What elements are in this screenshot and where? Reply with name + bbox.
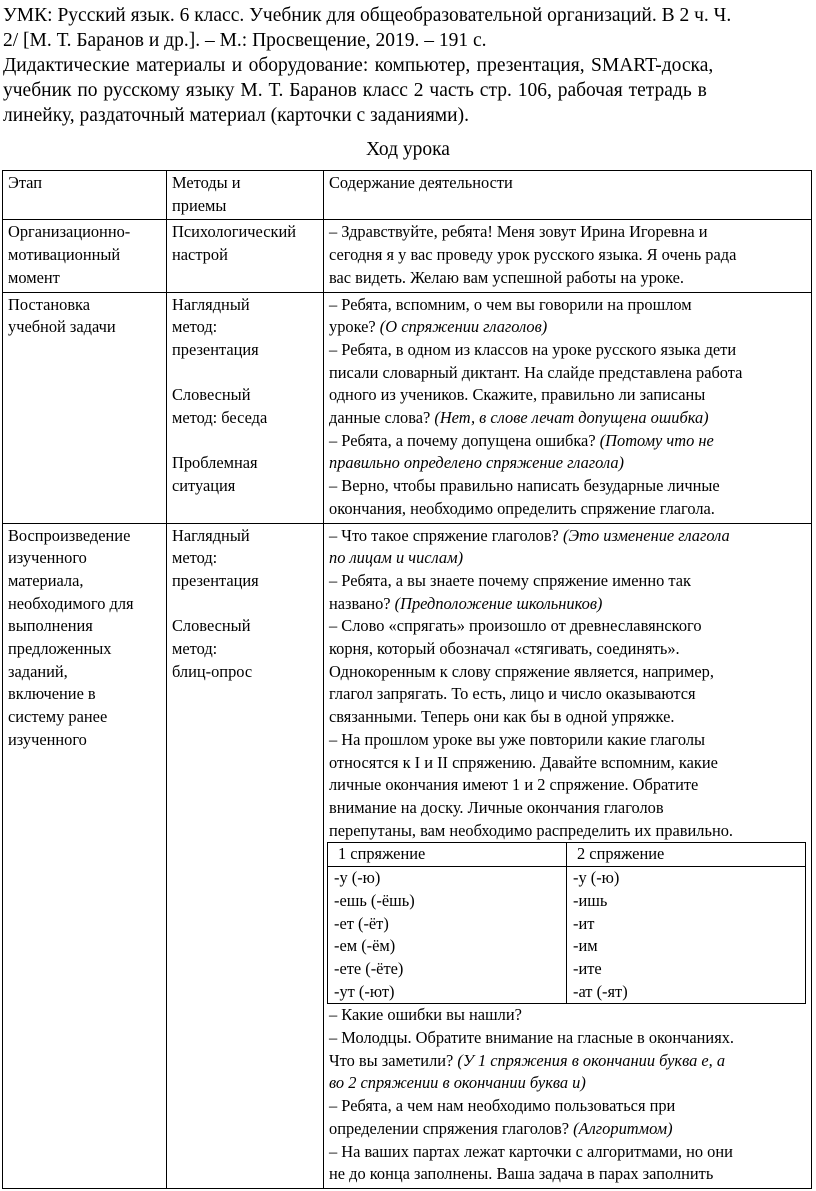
ending-item: -ете (-ёте): [334, 958, 404, 978]
cell-text: [329, 316, 808, 339]
cell-text: ситуация: [172, 476, 236, 496]
cell-text: блиц-опрос: [172, 661, 253, 681]
ending-item: -ем (-ём): [334, 936, 396, 956]
answer-text: (У 1 спряжения в окончании буква е, а: [457, 1050, 726, 1070]
answer-text: (Нет, в слове лечат допущена ошибка): [434, 408, 709, 428]
cell-text: изученного: [8, 729, 87, 749]
cell-text: момент: [8, 267, 60, 287]
cell-text: необходимого для: [8, 593, 134, 613]
intro-block: [3, 3, 813, 128]
cell-text: перепутаны, вам необходимо распределить их правильно.: [329, 820, 734, 840]
cell-text: сегодня я у вас проведу урок русского языка. Я очень рада: [329, 245, 737, 265]
cell-text: метод:: [172, 548, 218, 568]
answer-text: (О спряжении глаголов): [379, 317, 548, 337]
cell-text: [329, 452, 808, 475]
cell-text: личные окончания имеют 1 и 2 спряжение. Обратите: [329, 775, 699, 795]
ending-item: -ут (-ют): [334, 981, 395, 1001]
methods-cell: [167, 523, 324, 1188]
cell-text: [329, 547, 808, 570]
cell-text: Этап: [8, 173, 43, 192]
content-cell: [324, 220, 812, 292]
endings-header-conj2: 2 спряжение: [567, 843, 806, 867]
text-run: – Ребята, а почему допущена ошибка?: [329, 430, 600, 450]
cell-text: [329, 1072, 808, 1095]
endings-conj2-list: [567, 867, 806, 1004]
cell-text: связанными. Теперь они как бы в одной упряжке.: [329, 707, 675, 727]
text-line: линейку, раздаточный материал (карточки с заданиями).: [3, 105, 469, 126]
answer-text: по лицам и числам): [329, 548, 464, 568]
endings-body-row: [328, 867, 806, 1004]
table-row: [3, 292, 812, 523]
stage-cell: [3, 292, 167, 523]
cell-text: одного из учеников. Скажите, правильно ли записаны: [329, 385, 706, 405]
cell-text: Наглядный: [172, 525, 250, 545]
cell-text: Воспроизведение: [8, 525, 131, 545]
cell-text: – Слово «спрягать» произошло от древнеславянского: [329, 616, 702, 636]
header-content: [324, 171, 812, 220]
cell-text: предложенных: [8, 639, 112, 659]
cell-text: внимание на доску. Личные окончания глаголов: [329, 797, 664, 817]
cell-text: Психологический: [172, 222, 297, 242]
methods-cell: [167, 292, 324, 523]
cell-text: – Какие ошибки вы нашли?: [329, 1005, 522, 1025]
answer-text: во 2 спряжении в окончании буква и): [329, 1073, 586, 1093]
cell-text: метод:: [172, 639, 218, 659]
cell-text: относятся к I и II спряжению. Давайте вспомним, какие: [329, 752, 718, 772]
cell-text: [329, 525, 808, 548]
cell-text: – На ваших партах лежат карточки с алгоритмами, но они: [329, 1141, 733, 1161]
cell-text: корня, который обозначал «стягивать, соединять».: [329, 639, 680, 659]
text-line: учебник по русскому языку М. Т. Баранов класс 2 часть стр. 106, рабочая тетрадь в: [3, 80, 707, 101]
header-stage: [3, 171, 167, 220]
cell-text: Однокоренным к слову спряжение является, например,: [329, 661, 714, 681]
cell-text: – На прошлом уроке вы уже повторили какие глаголы: [329, 729, 706, 749]
text-line: Дидактические материалы и оборудование: компьютер, презентация, SMART-доска,: [3, 55, 714, 76]
lesson-title: Ход урока: [366, 139, 450, 160]
answer-text: (Предположение школьников): [394, 593, 603, 613]
text-run: названо?: [329, 593, 395, 613]
cell-text: включение в: [8, 684, 96, 704]
cell-text: изученного: [8, 548, 87, 568]
cell-text: – Здравствуйте, ребята! Меня зовут Ирина Игоревна и: [329, 222, 708, 242]
materials-description: [3, 53, 813, 128]
cell-text: глагол запрягать. То есть, лицо и число оказываются: [329, 684, 696, 704]
content-cell: [324, 292, 812, 523]
cell-text: презентация: [172, 570, 259, 590]
text-run: Что вы заметили?: [329, 1050, 458, 1070]
lesson-table: [2, 170, 812, 1189]
cell-text: приемы: [172, 195, 227, 215]
text-run: – Что такое спряжение глаголов?: [329, 525, 563, 545]
cell-text: метод:: [172, 317, 218, 337]
cell-text: окончания, необходимо определить спряжение глагола.: [329, 498, 715, 518]
content-cell: [324, 523, 812, 1188]
cell-text: Проблемная: [172, 453, 258, 473]
text-run: данные слова?: [329, 408, 435, 428]
umk-reference: [3, 3, 813, 53]
ending-item: -ит: [573, 913, 595, 933]
endings-conj1-list: [328, 867, 567, 1004]
text-line: 2/ [М. Т. Баранов и др.]. – М.: Просвещение, 2019. – 191 с.: [3, 30, 487, 51]
methods-cell: [167, 220, 324, 292]
cell-text: метод: беседа: [172, 408, 268, 428]
cell-text: Наглядный: [172, 294, 250, 314]
cell-text: [329, 593, 808, 616]
cell-text: презентация: [172, 339, 259, 359]
stage-cell: [3, 523, 167, 1188]
cell-text: мотивационный: [8, 245, 121, 265]
cell-text: выполнения: [8, 616, 93, 636]
cell-text: вас видеть. Желаю вам успешной работы на уроке.: [329, 267, 685, 287]
endings-table: [327, 842, 806, 1004]
cell-text: – Ребята, в одном из классов на уроке русского языка дети: [329, 339, 737, 359]
cell-text: заданий,: [8, 661, 68, 681]
cell-text: [329, 1118, 808, 1141]
ending-item: -ат (-ят): [573, 981, 628, 1001]
answer-text: (Потому что не: [599, 430, 714, 450]
table-row: [3, 220, 812, 292]
ending-item: -у (-ю): [573, 868, 620, 888]
answer-text: правильно определено спряжение глагола): [329, 453, 624, 473]
ending-item: -ешь (-ёшь): [334, 890, 415, 910]
ending-item: -у (-ю): [334, 868, 381, 888]
cell-text: настрой: [172, 245, 228, 265]
cell-text: – Ребята, а чем нам необходимо пользоваться при: [329, 1096, 676, 1116]
cell-text: Организационно-: [8, 222, 131, 242]
ending-item: -им: [573, 936, 598, 956]
endings-header-conj1: 1 спряжение: [328, 843, 567, 867]
cell-text: материала,: [8, 570, 84, 590]
table-row: [3, 523, 812, 1188]
cell-text: Словесный: [172, 385, 251, 405]
cell-text: Методы и: [172, 173, 241, 192]
ending-item: -ите: [573, 958, 602, 978]
cell-text: не до конца заполнены. Ваша задача в парах заполнить: [329, 1164, 714, 1184]
cell-text: [329, 407, 808, 430]
cell-text: Содержание деятельности: [329, 173, 513, 192]
cell-text: – Верно, чтобы правильно написать безударные личные: [329, 476, 720, 496]
cell-text: – Молодцы. Обратите внимание на гласные в окончаниях.: [329, 1028, 735, 1048]
cell-text: – Ребята, вспомним, о чем вы говорили на прошлом: [329, 294, 692, 314]
text-run: уроке?: [329, 317, 380, 337]
cell-text: систему ранее: [8, 707, 108, 727]
answer-text: (Это изменение глагола: [562, 525, 730, 545]
table-header-row: [3, 171, 812, 220]
ending-item: -ет (-ёт): [334, 913, 389, 933]
cell-text: Постановка: [8, 294, 91, 314]
stage-cell: [3, 220, 167, 292]
cell-text: учебной задачи: [8, 317, 116, 337]
text-line: УМК: Русский язык. 6 класс. Учебник для общеобразовательной организаций. В 2 ч. Ч.: [3, 5, 732, 26]
header-methods: [167, 171, 324, 220]
cell-text: – Ребята, а вы знаете почему спряжение именно так: [329, 570, 691, 590]
text-run: определении спряжения глаголов?: [329, 1118, 574, 1138]
cell-text: [329, 1050, 808, 1073]
cell-text: [329, 430, 808, 453]
endings-header-row: [328, 843, 806, 867]
cell-text: писали словарный диктант. На слайде представлена работа: [329, 362, 743, 382]
answer-text: (Алгоритмом): [573, 1118, 673, 1138]
cell-text: Словесный: [172, 616, 251, 636]
ending-item: -ишь: [573, 890, 608, 910]
